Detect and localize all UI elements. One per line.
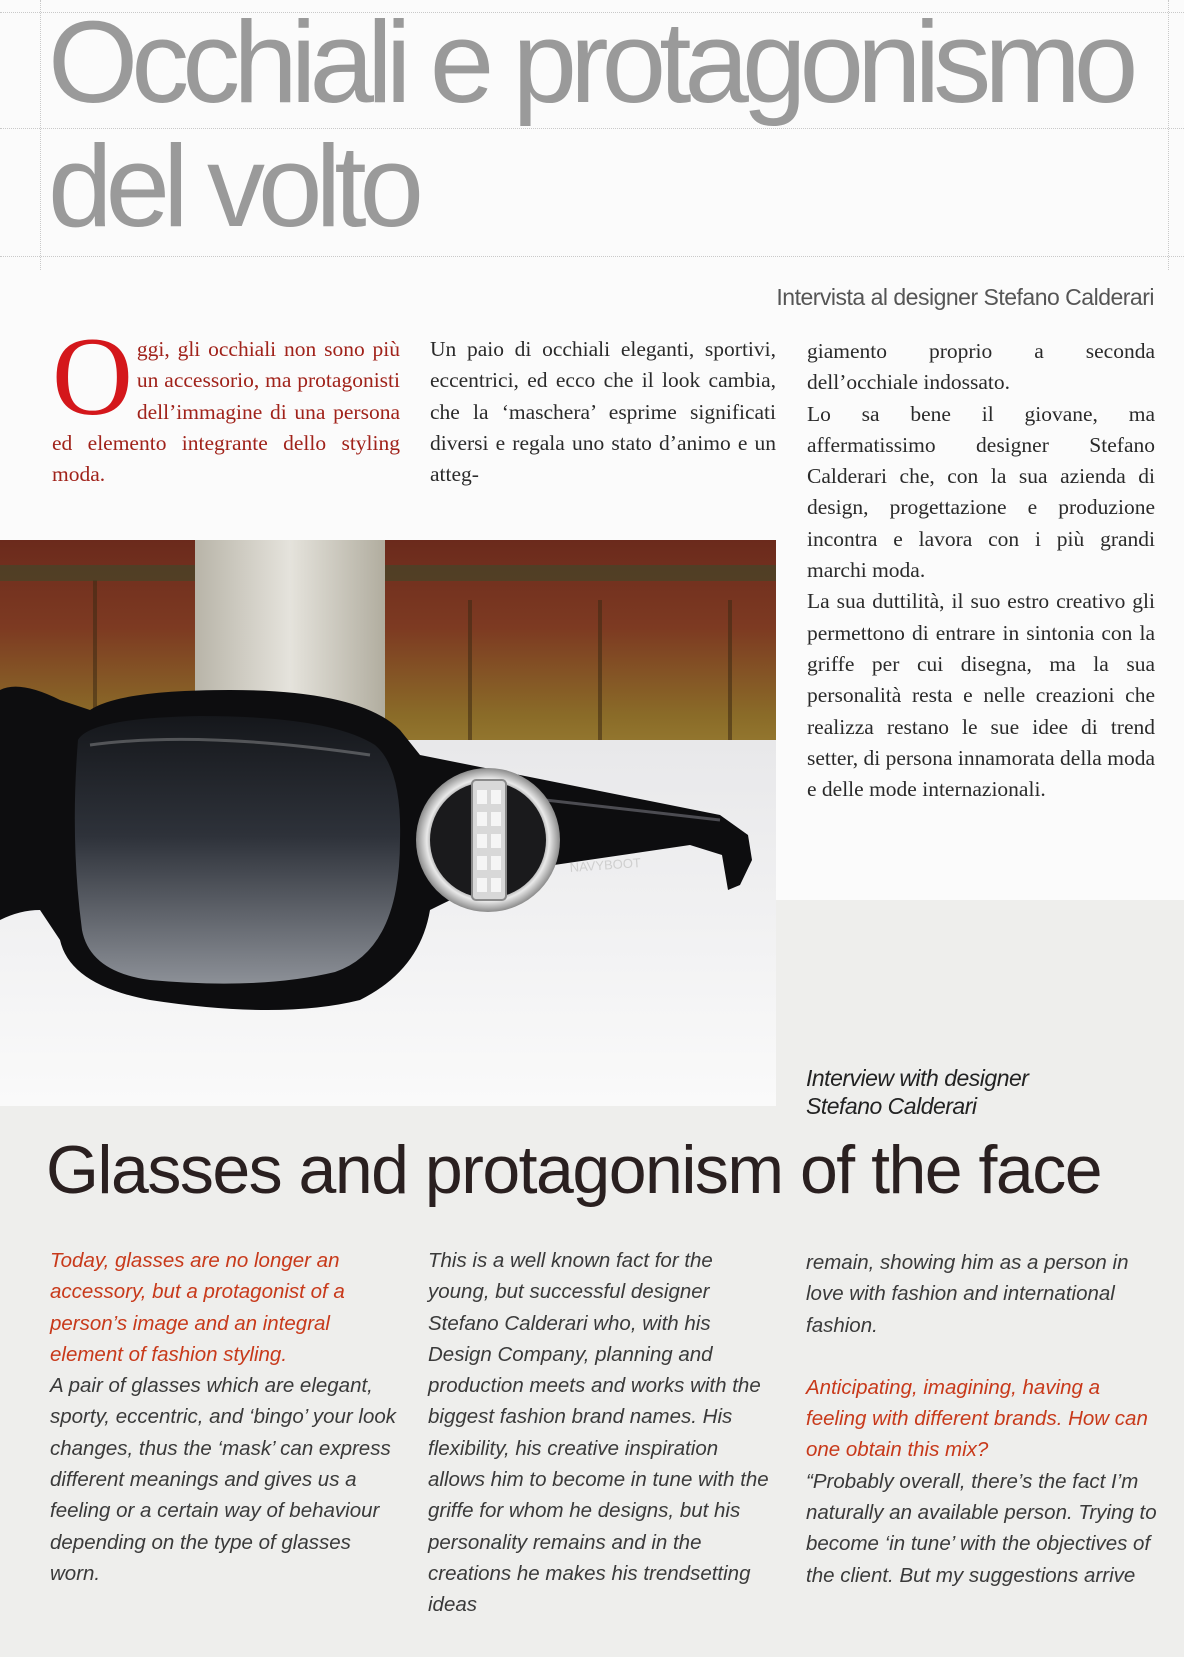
english-subtitle xyxy=(806,1064,1028,1120)
english-subtitle-line1: Interview with designer xyxy=(806,1065,1029,1091)
italian-column-3 xyxy=(807,336,1155,805)
english-column-1 xyxy=(50,1245,400,1589)
english-col2-body: This is a well known fact for the young, but successful designer Stefano Calderari who, with his Design Company, planning and production meets and works with the biggest fashion brand names. His flexibility, his creative inspiration allows him to become in tune with the griffe for whom he designs, but his personality remains and in the creations he makes his trendsetting ideas xyxy=(428,1249,769,1617)
english-title: Glasses and protagonism of the face xyxy=(46,1132,1102,1208)
english-column-3 xyxy=(806,1247,1166,1591)
sunglasses-illustration xyxy=(0,540,776,1106)
italian-title xyxy=(48,0,1132,251)
italian-col3-paragraph-3: La sua duttilità, il suo estro creativo gli permettono di entrare in sintonia con la griffe per cui disegna, ma la sua personalità resta e nelle creazioni che realizza restano le sue idee di trend setter, di persona innamorata della moda e delle mode internazionali. xyxy=(807,589,1155,802)
italian-title-line1: Occhiali e protagonismo xyxy=(48,0,1132,127)
brand-text: NAVYBOOT xyxy=(569,855,642,875)
english-col3-paragraph-1: remain, showing him as a person in love with fashion and international fashion. xyxy=(806,1251,1129,1337)
english-lead-text: Today, glasses are no longer an accessory, but a protagonist of a person’s image and an integral element of fashion styling. xyxy=(50,1249,345,1366)
english-col1-body: A pair of glasses which are elegant, sporty, eccentric, and ‘bingo’ your look changes, thus the ‘mask’ can express different meanings and gives us a feeling or a certain way of behaviour depending on the type of glasses worn. xyxy=(50,1374,397,1585)
english-column-2 xyxy=(428,1245,778,1621)
sunglasses-photo xyxy=(0,540,776,1106)
italian-subtitle: Intervista al designer Stefano Calderari xyxy=(776,284,1154,310)
english-answer: “Probably overall, there’s the fact I’m naturally an available person. Trying to become ‘in tune’ with the objectives of the client. But my suggestions arrive xyxy=(806,1469,1157,1587)
italian-title-line2: del volto xyxy=(48,121,418,251)
italian-col3-paragraph-1: giamento proprio a seconda dell’occhiale indossato. xyxy=(807,339,1155,395)
english-subtitle-line2: Stefano Calderari xyxy=(806,1093,977,1119)
italian-lead-text: ggi, gli occhiali non sono più un accessorio, ma protagonisti dell’immagine di una persona ed elemento integrante dello styling moda. xyxy=(52,337,400,487)
drop-cap: O xyxy=(52,315,133,439)
italian-col3-paragraph-2: Lo sa bene il giovane, ma affermatissimo designer Stefano Calderari che, con la sua azienda di design, progettazione e produzione incontra e lavora con i più grandi marchi moda. xyxy=(807,401,1155,583)
italian-column-2: Un paio di occhiali eleganti, sportivi, eccentrici, ed ecco che il look cambia, che la ‘maschera’ esprime significati diversi e regala uno stato d’animo e un atteg- xyxy=(430,337,776,487)
italian-column-1 xyxy=(52,315,400,490)
paragraph-spacer xyxy=(806,1341,1166,1372)
english-question: Anticipating, imagining, having a feeling with different brands. How can one obtain this mix? xyxy=(806,1375,1148,1462)
